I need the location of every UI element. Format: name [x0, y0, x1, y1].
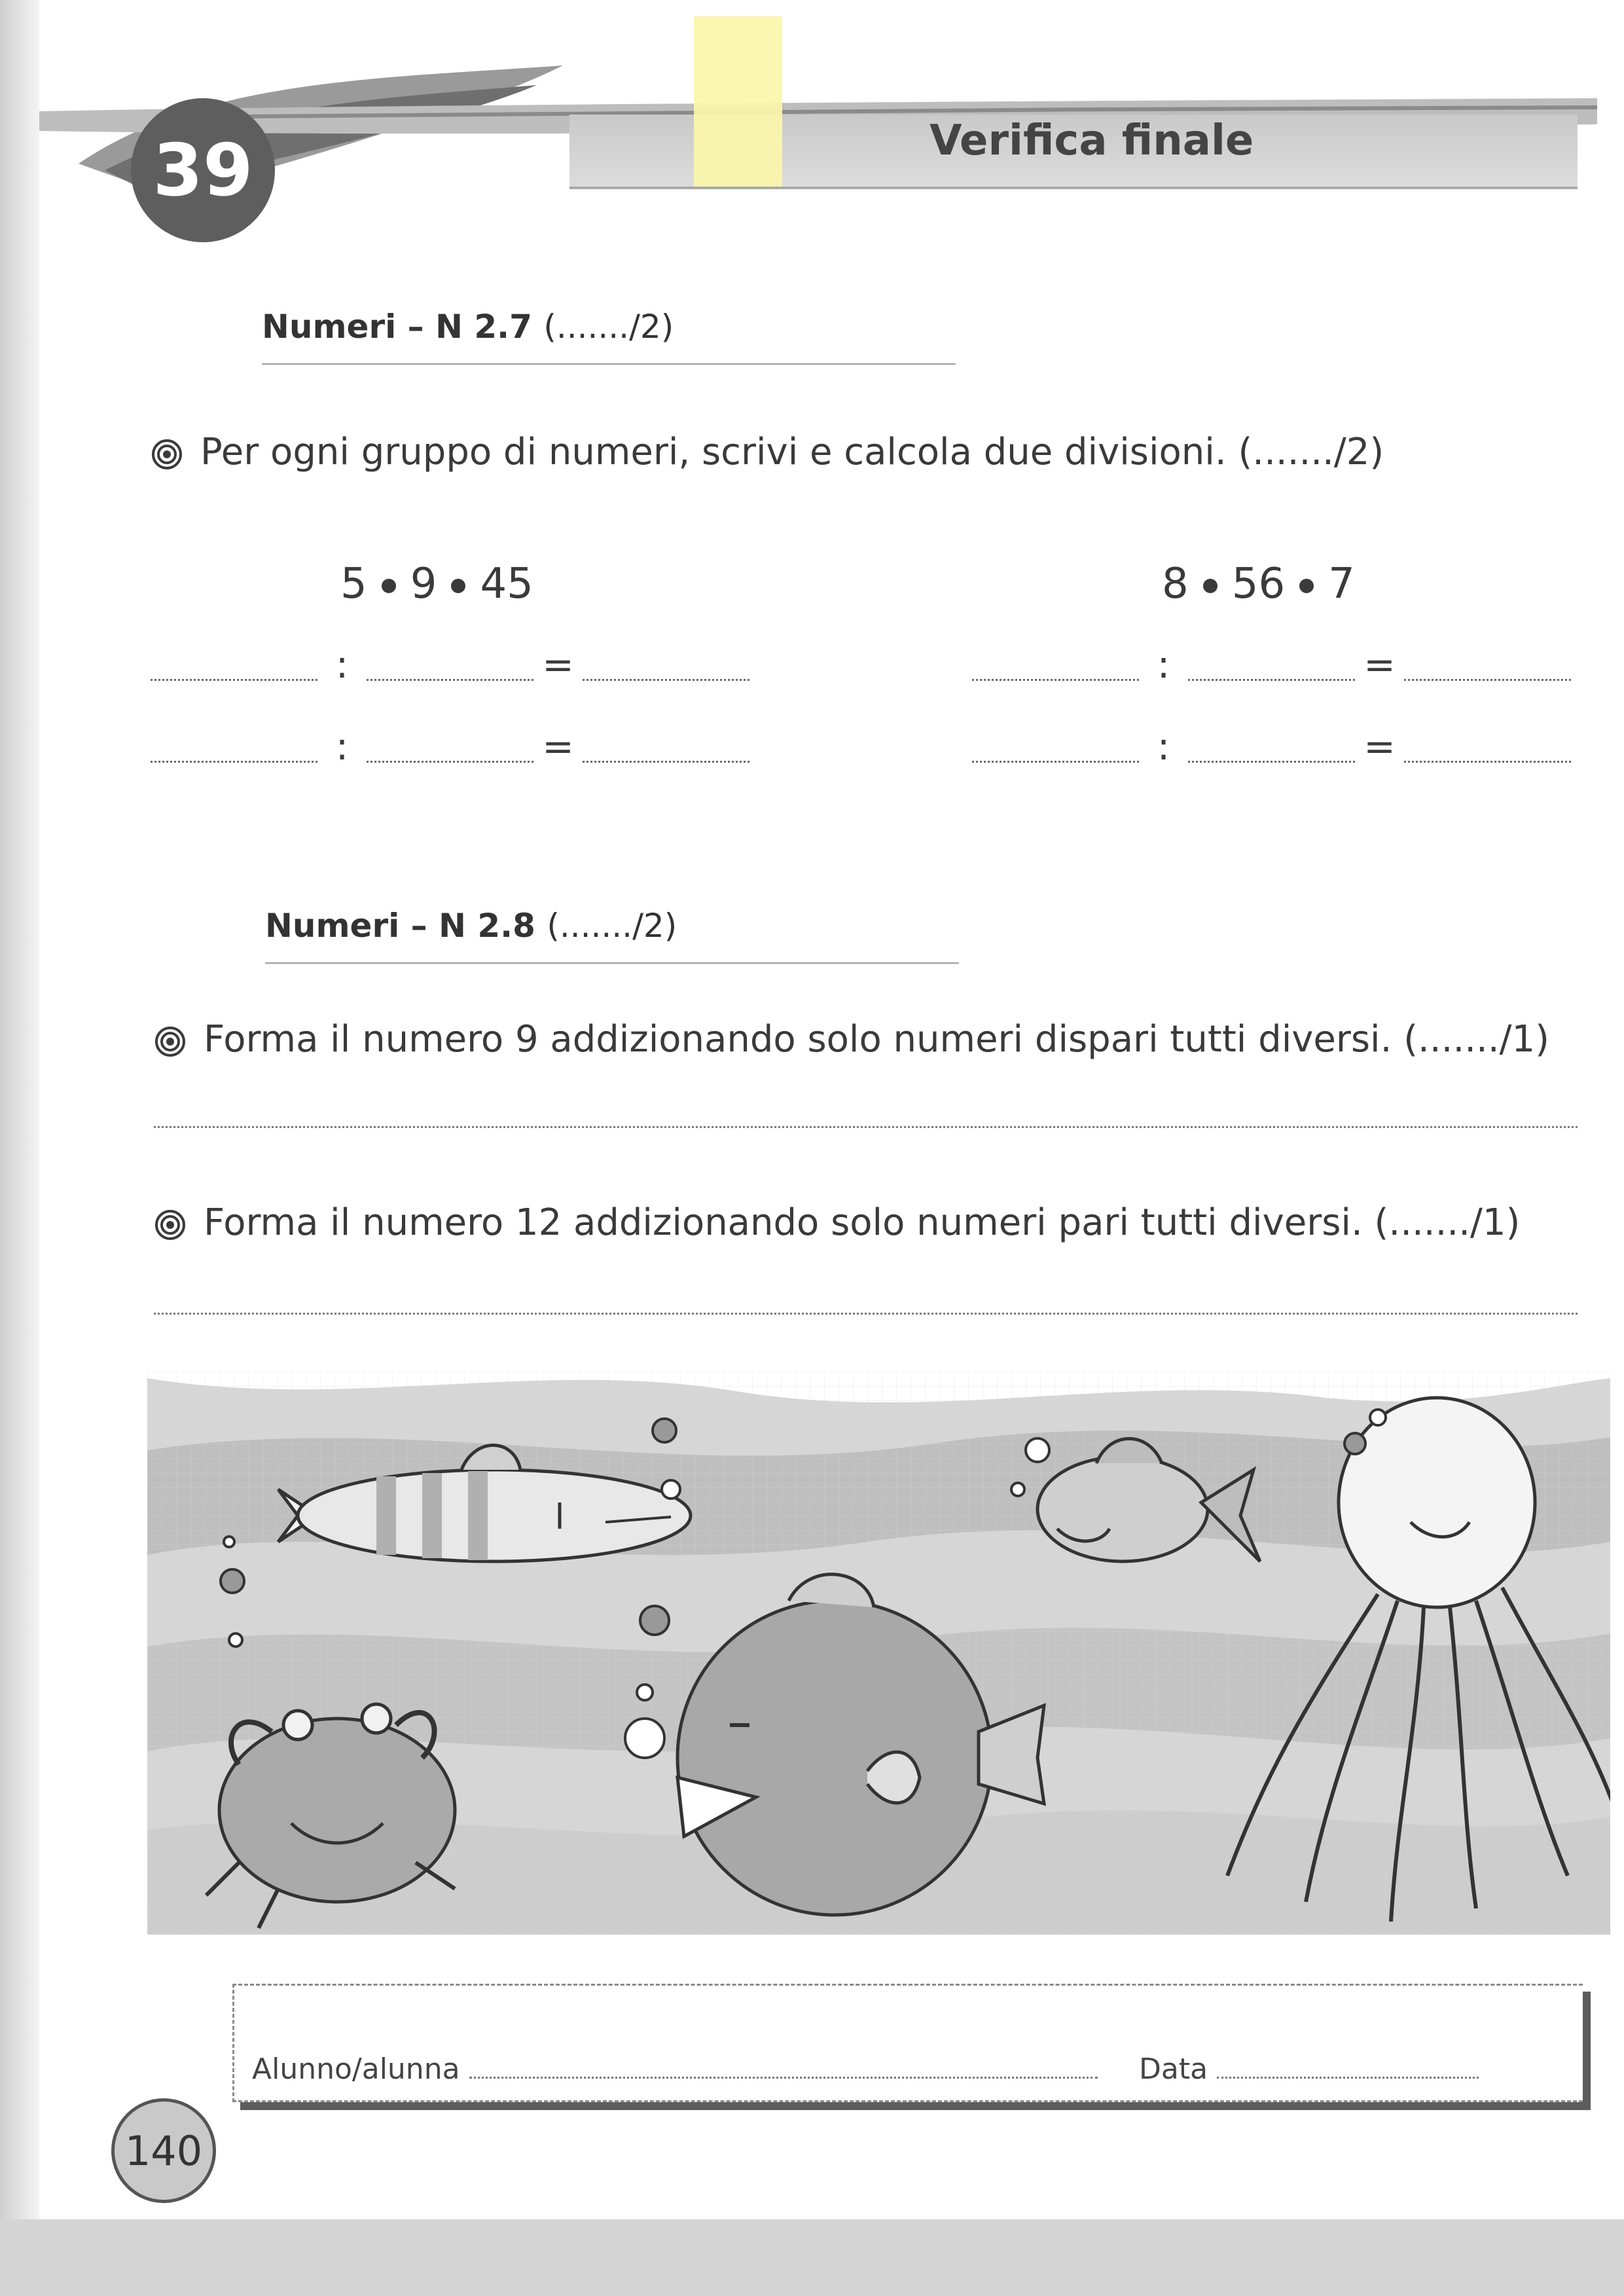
- quotient-blank[interactable]: [583, 672, 749, 681]
- group-number: 5: [340, 560, 367, 608]
- student-label: Alunno/alunna: [252, 2052, 460, 2086]
- date-label: Data: [1139, 2052, 1208, 2086]
- equals-sign: =: [1363, 724, 1396, 769]
- scan-bottom-strip: [0, 2219, 1624, 2296]
- instruction-divisions: [151, 431, 1384, 473]
- equals-sign: =: [542, 724, 574, 769]
- dot-separator: [1203, 579, 1218, 593]
- student-name-field[interactable]: [252, 2052, 1098, 2086]
- dot-separator: [451, 579, 465, 593]
- number-group-2: [1162, 560, 1355, 608]
- division-sign: :: [1157, 642, 1170, 687]
- section-heading-label: Numeri – N 2.7: [262, 308, 532, 346]
- group-number: 9: [410, 560, 437, 608]
- dividend-blank[interactable]: [151, 672, 317, 681]
- section-heading-label: Numeri – N 2.8: [265, 907, 535, 945]
- chapter-number-badge: 39: [131, 98, 275, 242]
- divisor-blank[interactable]: [1188, 754, 1355, 763]
- page-edge: [0, 0, 39, 2239]
- division-row: [151, 642, 749, 687]
- section-heading-n28: [265, 907, 677, 945]
- instruction-even-sum: [154, 1201, 1520, 1244]
- section-score: (......./2): [547, 907, 677, 945]
- date-field[interactable]: [1139, 2052, 1479, 2086]
- division-sign: :: [335, 642, 349, 687]
- sea-illustration: [147, 1372, 1610, 1935]
- answer-line-even[interactable]: [154, 1313, 1578, 1315]
- section-heading-n27: [262, 308, 674, 346]
- instruction-text: Per ogni gruppo di numeri, scrivi e calcola due divisioni. (......./2): [200, 431, 1384, 473]
- division-row: [972, 642, 1571, 687]
- number-group-1: [340, 560, 533, 608]
- divisor-blank[interactable]: [1188, 672, 1355, 681]
- dividend-blank[interactable]: [972, 672, 1139, 681]
- date-blank[interactable]: [1217, 2071, 1479, 2079]
- divisor-blank[interactable]: [367, 754, 533, 763]
- divisor-blank[interactable]: [367, 672, 533, 681]
- page-number-badge: 140: [111, 2098, 216, 2203]
- target-bullet-icon: [154, 1025, 187, 1058]
- instruction-text: Forma il numero 9 addizionando solo numeri dispari tutti diversi. (......./1): [204, 1018, 1550, 1061]
- equals-sign: =: [542, 642, 574, 687]
- group-number: 8: [1162, 560, 1189, 608]
- heading-underline: [262, 363, 956, 365]
- quotient-blank[interactable]: [1404, 672, 1571, 681]
- division-sign: :: [1157, 724, 1170, 769]
- target-bullet-icon: [151, 438, 183, 471]
- division-sign: :: [335, 724, 349, 769]
- group-number: 45: [480, 560, 533, 608]
- answer-line-odd[interactable]: [154, 1126, 1578, 1128]
- division-row: [151, 724, 749, 769]
- equals-sign: =: [1363, 642, 1396, 687]
- student-name-blank[interactable]: [469, 2071, 1098, 2079]
- dot-separator: [1299, 579, 1314, 593]
- dividend-blank[interactable]: [151, 754, 317, 763]
- division-row: [972, 724, 1571, 769]
- target-bullet-icon: [154, 1209, 187, 1241]
- section-score: (......./2): [543, 308, 674, 346]
- quotient-blank[interactable]: [1404, 754, 1571, 763]
- page-title: Verifica finale: [929, 117, 1254, 165]
- instruction-text: Forma il numero 12 addizionando solo numeri pari tutti diversi. (......./1): [204, 1201, 1521, 1244]
- dividend-blank[interactable]: [972, 754, 1139, 763]
- sticky-note: [694, 16, 782, 187]
- instruction-odd-sum: [154, 1018, 1549, 1061]
- group-number: 7: [1328, 560, 1355, 608]
- group-number: 56: [1231, 560, 1286, 608]
- quotient-blank[interactable]: [583, 754, 749, 763]
- dot-separator: [382, 579, 396, 593]
- heading-underline: [265, 962, 959, 964]
